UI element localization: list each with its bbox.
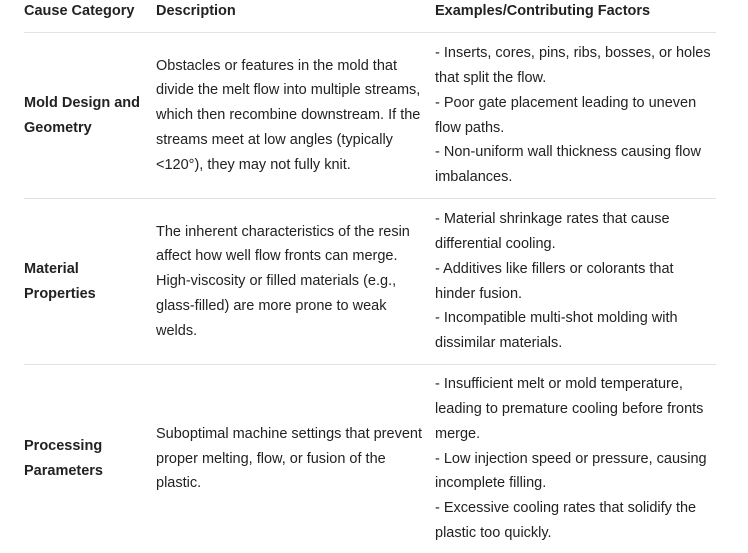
category-label: Material Properties: [24, 260, 96, 302]
header-cause-category: Cause Category: [24, 3, 135, 19]
example-item: - Inserts, cores, pins, ribs, bosses, or holes that split the flow.: [435, 45, 711, 86]
example-item: - Low injection speed or pressure, causing incomplete filling.: [435, 450, 707, 492]
examples-cell: [435, 33, 716, 198]
description-text: Suboptimal machine settings that prevent proper melting, flow, or fusion of the plastic.: [156, 425, 422, 492]
cause-table: [24, 0, 716, 553]
examples-cell: [435, 365, 716, 553]
example-item: - Additives like fillers or colorants that hinder fusion.: [435, 260, 674, 302]
example-item: - Poor gate placement leading to uneven flow paths.: [435, 94, 697, 136]
table-header-row: [24, 0, 716, 33]
category-cell: [24, 365, 156, 553]
description-cell: [156, 365, 435, 553]
example-item: - Material shrinkage rates that cause differential cooling.: [435, 211, 670, 252]
example-item: - Excessive cooling rates that solidify the plastic too quickly.: [435, 500, 697, 541]
category-label: Processing Parameters: [24, 438, 103, 479]
description-cell: [156, 199, 435, 364]
table-row: [24, 33, 716, 199]
header-description: Description: [156, 3, 236, 19]
category-cell: [24, 199, 156, 364]
table-row: [24, 365, 716, 553]
example-item: - Insufficient melt or mold temperature, leading to premature cooling before fronts merge.: [435, 376, 704, 442]
description-cell: [156, 33, 435, 198]
header-examples: Examples/Contributing Factors: [435, 3, 651, 19]
examples-cell: [435, 199, 716, 364]
table-row: [24, 199, 716, 365]
description-text: The inherent characteristics of the resin affect how well flow fronts can merge. High-viscosity or filled materials (e.g., glass-filled) are more prone to weak welds.: [156, 223, 410, 339]
category-cell: [24, 33, 156, 198]
description-text: Obstacles or features in the mold that divide the melt flow into multiple streams, which then recombine downstream. If the streams meet at low angles (typically <120°), they may not fully knit.: [156, 57, 421, 173]
category-label: Mold Design and Geometry: [24, 94, 140, 136]
example-item: - Incompatible multi-shot molding with dissimilar materials.: [435, 310, 678, 352]
example-item: - Non-uniform wall thickness causing flow imbalances.: [435, 144, 701, 186]
